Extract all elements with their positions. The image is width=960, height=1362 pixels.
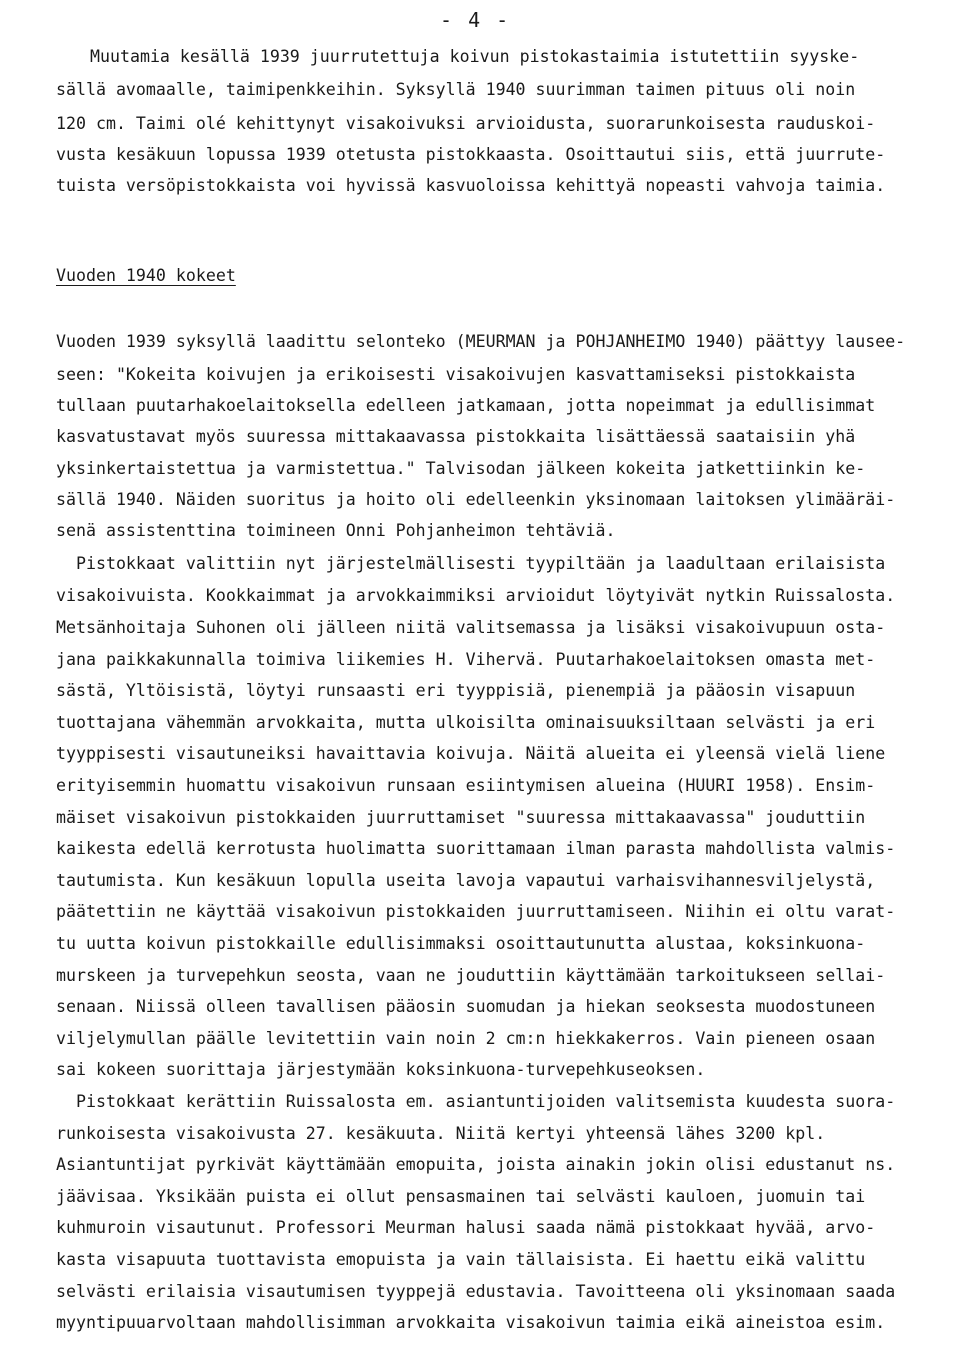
text-line: kuhmuroin visautunut. Professori Meurman halusi saada nämä pistokkaat hyvää, arvo- — [56, 1218, 876, 1237]
text-line: myyntipuuarvoltaan mahdollisimman arvokkaita visakoivun taimia eikä aineistoa esim. — [56, 1313, 886, 1332]
text-line: jana paikkakunnalla toimiva liikemies H. Vihervä. Puutarhakoelaitoksen omasta met- — [56, 650, 876, 669]
text-line: jäävisaa. Yksikään puista ei ollut pensasmainen tai selvästi kauloen, juomuin tai — [56, 1187, 866, 1206]
text-line: senaan. Niissä olleen tavallisen pääosin suomudan ja hiekan seoksesta muodostuneen — [56, 997, 876, 1016]
section-heading: Vuoden 1940 kokeet — [56, 266, 236, 285]
text-line: tyyppisesti visautuneiksi havaittavia koivuja. Näitä alueita ei yleensä vielä liene — [56, 744, 886, 763]
text-line: sästä, Yltöisistä, löytyi runsaasti eri tyyppisiä, pienempiä ja pääosin visapuun — [56, 681, 856, 700]
text-line: kaikesta edellä kerrotusta huolimatta suorittamaan ilman parasta mahdollista valmis- — [56, 839, 896, 858]
text-line: Pistokkaat valittiin nyt järjestelmällisesti tyypiltään ja laadultaan erilaisista — [56, 554, 886, 573]
text-line: tuottajana vähemmän arvokkaita, mutta ulkoisilta ominaisuuksiltaan selvästi ja eri — [56, 713, 876, 732]
text-line: sai kokeen suorittaja järjestymään koksinkuona-turvepehkuseoksen. — [56, 1060, 706, 1079]
text-line: Vuoden 1939 syksyllä laadittu selonteko (MEURMAN ja POHJANHEIMO 1940) päättyy lausee- — [56, 332, 906, 351]
text-line: kasta visapuuta tuottavista emopuista ja vain tällaisista. Ei haettu eikä valittu — [56, 1250, 866, 1269]
text-line: visakoivuista. Kookkaimmat ja arvokkaimmiksi arvioidut löytyivät nytkin Ruissalosta. — [56, 586, 896, 605]
text-line: murskeen ja turvepehkun seosta, vaan ne jouduttiin käyttämään tarkoitukseen sellai- — [56, 966, 886, 985]
text-line: mäiset visakoivun pistokkaiden juurruttamiset "suuressa mittakaavassa" jouduttiin — [56, 808, 866, 827]
text-line: tu uutta koivun pistokkaille edullisimmaksi osoittautunutta alustaa, koksinkuona- — [56, 934, 866, 953]
text-line: tautumista. Kun kesäkuun lopulla useita lavoja vapautui varhaisvihannesviljelystä, — [56, 871, 876, 890]
text-line: tullaan puutarhakoelaitoksella edelleen jatkamaan, jotta nopeimmat ja edullisimmat — [56, 396, 876, 415]
text-line: Muutamia kesällä 1939 juurrutettuja koivun pistokastaimia istutettiin syyske- — [90, 47, 860, 66]
text-line: päätettiin ne käyttää visakoivun pistokkaiden juurruttamiseen. Niihin ei oltu varat- — [56, 902, 896, 921]
text-line: tuista versöpistokkaista voi hyvissä kasvuoloissa kehittyä nopeasti vahvoja taimia. — [56, 176, 886, 195]
text-line: yksinkertaistettua ja varmistettua." Talvisodan jälkeen kokeita jatkettiinkin ke- — [56, 459, 866, 478]
text-line: viljelymullan päälle levitettiin vain noin 2 cm:n hiekkakerros. Vain pieneen osaan — [56, 1029, 876, 1048]
text-line: vusta kesäkuun lopussa 1939 otetusta pistokkaasta. Osoittautui siis, että juurrute- — [56, 145, 886, 164]
text-line: seen: "Kokeita koivujen ja erikoisesti visakoivujen kasvattamiseksi pistokkaista — [56, 365, 856, 384]
text-line: sällä 1940. Näiden suoritus ja hoito oli edelleenkin yksinomaan laitoksen ylimääräi- — [56, 490, 896, 509]
text-line: selvästi erilaisia visautumisen tyyppejä edustavia. Tavoitteena oli yksinomaan saada — [56, 1282, 896, 1301]
text-line: Metsänhoitaja Suhonen oli jälleen niitä valitsemassa ja lisäksi visakoivupuun osta- — [56, 618, 886, 637]
text-line: sällä avomaalle, taimipenkkeihin. Syksyllä 1940 suurimman taimen pituus oli noin — [56, 80, 856, 99]
text-line: Asiantuntijat pyrkivät käyttämään emopuita, joista ainakin jokin olisi edustanut ns. — [56, 1155, 896, 1174]
text-line: erityisemmin huomattu visakoivun runsaan esiintymisen alueina (HUURI 1958). Ensim- — [56, 776, 876, 795]
text-line: 120 cm. Taimi olé kehittynyt visakoivuksi arvioidusta, suorarunkoisesta rauduskoi- — [56, 114, 876, 133]
text-line: runkoisesta visakoivusta 27. kesäkuuta. Niitä kertyi yhteensä lähes 3200 kpl. — [56, 1124, 826, 1143]
text-line: Pistokkaat kerättiin Ruissalosta em. asiantuntijoiden valitsemista kuudesta suora- — [56, 1092, 896, 1111]
page-number: - 4 - — [440, 8, 511, 32]
text-line: senä assistenttina toimineen Onni Pohjanheimon tehtäviä. — [56, 521, 616, 540]
text-line: kasvatustavat myös suuressa mittakaavassa pistokkaita lisättäessä saataisiin yhä — [56, 427, 856, 446]
